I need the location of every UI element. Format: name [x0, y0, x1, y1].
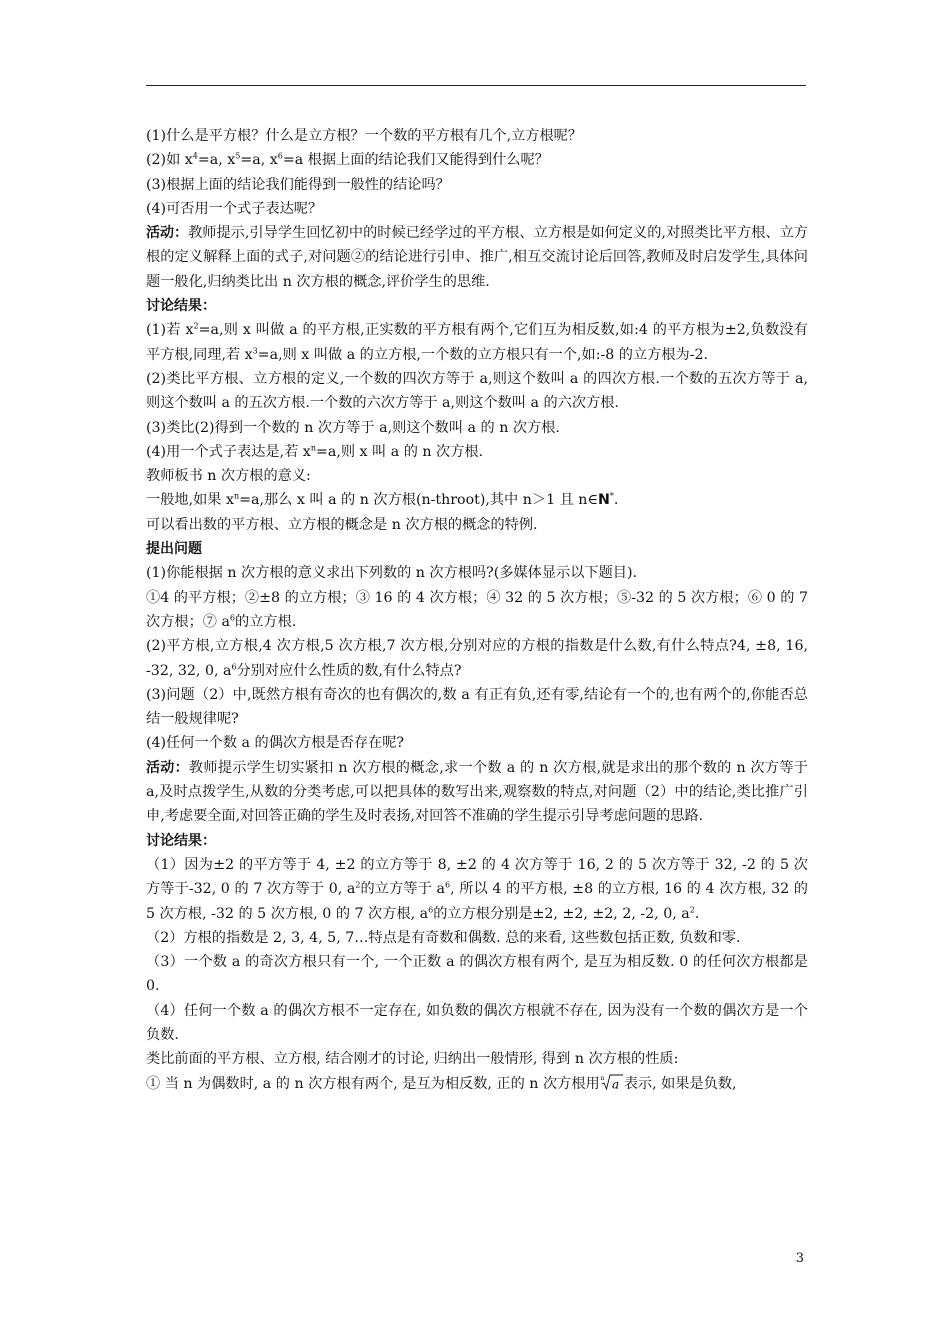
result-1-p1: (1)若 $x^2=a$,则 x 叫做 a 的平方根,正实数的平方根有两个,它们互为相反数,如:4 的平方根为±2,负数没有平方根,同理,若 $x^3=a$,则 x 叫做 a 的立方根,一个数的立方根只有一个,如:-8 的立方根为-2. [146, 321, 808, 363]
result-1-p4: (4)用一个式子表达是,若 $x^n=a$,则 x 叫 a 的 n 次方根. [146, 443, 484, 460]
result-1-p3: (3)类比(2)得到一个数的 n 次方等于 a,则这个数叫 a 的 n 次方根. [146, 419, 560, 436]
activity-label: 活动： [146, 759, 189, 776]
question-3: (3)根据上面的结论我们能得到一般性的结论吗？ [146, 176, 450, 193]
page-number: 3 [795, 1251, 804, 1266]
question-1: (1)什么是平方根？什么是立方根？一个数的平方根有几个,立方根呢？ [146, 128, 583, 144]
result-1-p2: (2)类比平方根、立方根的定义,一个数的四次方等于 a,则这个数叫 a 的四次方根.一个数的五次方等于 a,则这个数叫 a 的五次方根.一个数的六次方等于 a,则这个数叫 a 的六次方根. [146, 370, 808, 412]
problem-4: (4)任何一个数 a 的偶次方根是否存在呢? [146, 735, 404, 752]
activity-label: 活动： [146, 225, 189, 242]
result-2-label: 讨论结果： [146, 832, 216, 849]
question-2: (2)如 $x^4=a$, $x^5=a$, $x^6=a$ 根据上面的结论我们又能得到什么呢？ [146, 151, 549, 169]
result-2-p1: （1）因为±2 的平方等于 4, ±2 的立方等于 8, ±2 的 4 次方等于 16, 2 的 5 次方等于 32, -2 的 5 次方等于-32, 0 的 7 次方等于 0, $a^2$的立方等于 $a^6$, 所以 4 的平方根, ±8 的立方根, 16 的 4 次方根, 32 的 5 次方根, -32 的 5 次方根, 0 的 7 次方根, $a^6$的立方根分别是±2, ±2, ±2, 2, -2, 0, $a^2$. [146, 856, 808, 922]
problem-2: (2)平方根,立方根,4 次方根,5 次方根,7 次方根,分别对应的方根的指数是什么数,有什么特点?4, ±8, 16, -32, 32, 0, $a^6$分别对应什么性质的数,有什么特点? [146, 638, 808, 679]
activity-1: 活动：教师提示,引导学生回忆初中的时候已经学过的平方根、立方根是如何定义的,对照类比平方根、立方根的定义解释上面的式子,对问题②的结论进行引申、推广,相互交流讨论后回答,教师及时启发学生,具体问题一般化,归纳类比出 n 次方根的概念,评价学生的思维. [146, 225, 808, 290]
definition: 一般地,如果 $x^n=a$,那么 x 叫 a 的 n 次方根(n-throot),其中 n＞1 且 n∈N*. [146, 491, 619, 509]
question-4: (4)可否用一个式子表达呢？ [146, 200, 323, 217]
activity-2: 活动：教师提示学生切实紧扣 n 次方根的概念,求一个数 a 的 n 次方根,就是求出的那个数的 n 次方等于 a,及时点拨学生,从数的分类考虑,可以把具体的数写出来,观察数的特点,对问题（2）中的结论,类比推广引申,考虑要全面,对回答正确的学生及时表扬,对回答不准确的学生提示引导考虑问题的思路. [146, 759, 808, 825]
nth-root-symbol [600, 1073, 624, 1091]
result-2-p3: （3）一个数 a 的奇次方根只有一个, 一个正数 a 的偶次方根有两个, 是互为相反数. 0 的任何次方根都是 0. [146, 954, 808, 995]
result-2-p2: （2）方根的指数是 2, 3, 4, 5, 7…特点是有奇数和偶数. 总的来看, 这些数包括正数, 负数和零. [146, 929, 741, 946]
result-2-p4: （4）任何一个数 a 的偶次方根不一定存在, 如负数的偶次方根就不存在, 因为没有一个数的偶次方是一个负数. [146, 1002, 808, 1043]
result-1-label: 讨论结果： [146, 298, 216, 315]
document-body [146, 124, 808, 1096]
result-2-p5: 类比前面的平方根、立方根, 结合刚才的讨论, 归纳出一般情形, 得到 n 次方根的性质: [146, 1051, 679, 1068]
problem-1: (1)你能根据 n 次方根的意义求出下列数的 n 次方根吗?(多媒体显示以下题目). [146, 565, 638, 582]
result-2-p6: ① 当 n 为偶数时, a 的 n 次方根有两个, 是互为相反数, 正的 n 次方根用 n a 表示, 如果是负数, [146, 1074, 737, 1092]
header-rule [146, 85, 806, 86]
problem-3: (3)问题（2）中,既然方根有奇次的也有偶次的,数 a 有正有负,还有零,结论有一个的,也有两个的,你能否总结一般规律呢? [146, 686, 808, 728]
result-1-p7: 可以看出数的平方根、立方根的概念是 n 次方根的概念的特例. [146, 516, 538, 533]
radical-base: a [611, 1077, 619, 1091]
result-1-p5: 教师板书 n 次方根的意义: [146, 468, 311, 485]
radical-index: n [600, 1074, 605, 1082]
problems-label: 提出问题 [146, 541, 202, 558]
problem-1-items: ①4 的平方根；②±8 的立方根；③ 16 的 4 次方根；④ 32 的 5 次方根；⑤-32 的 5 次方根；⑥ 0 的 7 次方根；⑦ $a^6$的立方根. [146, 589, 808, 630]
